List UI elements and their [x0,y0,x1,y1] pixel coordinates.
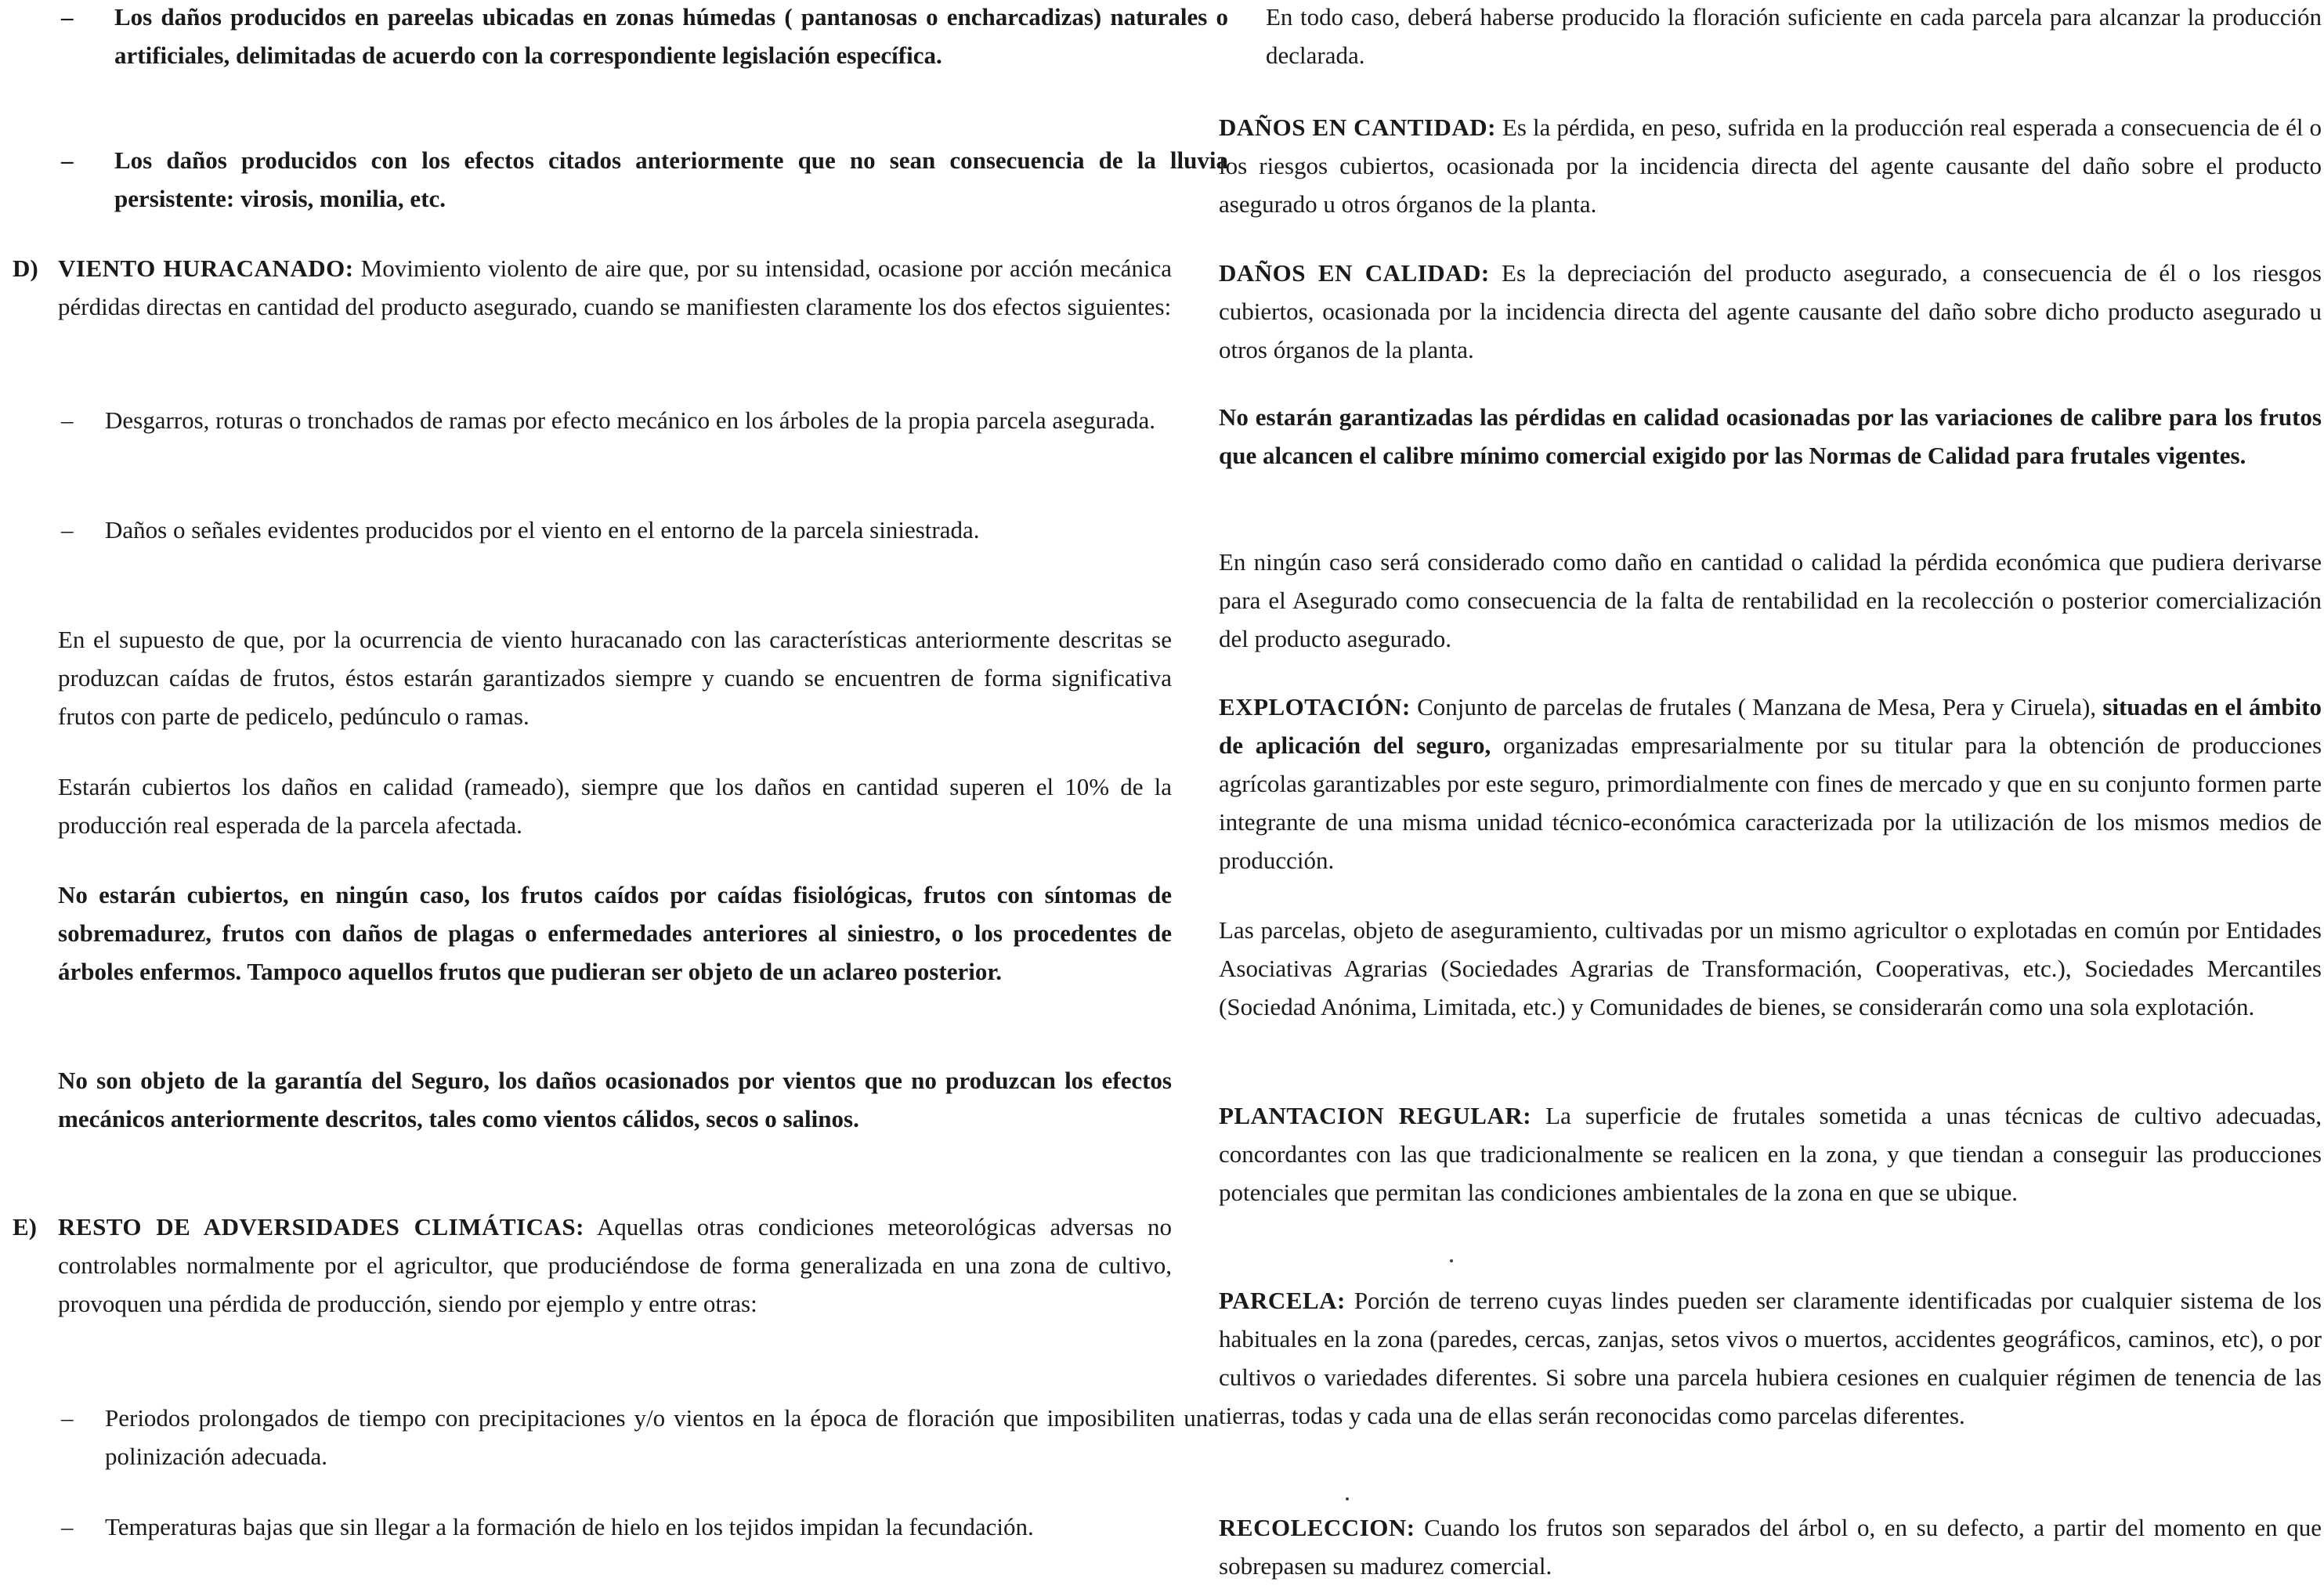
section-d-viento-huracanado [13,249,1172,326]
dash-periodos-prolongados: – Periodos prolongados de tiempo con precipitaciones y/o vientos en la época de floración que imposibiliten una polinización adecuada. [13,1399,1219,1475]
definition-parcela [1219,1281,2322,1435]
bullet-humid-plots: – Los daños producidos en pareelas ubicadas en zonas húmedas ( pantanosas o encharcadizas) naturales o artificiales, delimitadas de acuerdo con la correspondiente legislación específica. [13,0,1228,74]
definition-explotacion [1219,688,2322,879]
paragraph-ningun-caso: En ningún caso será considerado como daño en cantidad o calidad la pérdida económica que pudiera derivarse para el Asegurado como consecuencia de la falta de rentabilidad en la recolección o posterior comercialización del producto asegurado. [1219,548,2322,652]
explotacion-text-1: Conjunto de parcelas de frutales ( Manzana de Mesa, Pera y Ciruela), [1417,693,2097,720]
paragraph-parcelas-comun: Las parcelas, objeto de aseguramiento, cultivadas por un mismo agricultor o explotadas en común por Entidades Asociativas Agrarias (Sociedades Agrarias de Transformación, Cooperativas, etc.), Sociedades Mercantiles (Sociedad Anónima, Limitada, etc.) y Comunidades de bienes, se considerarán como una sola explotación. [1219,916,2322,1020]
parcela-term: PARCELA: [1219,1287,1346,1314]
scan-speck [1450,1259,1453,1262]
definition-danos-calidad [1219,254,2322,369]
section-e-term: RESTO DE ADVERSIDADES CLIMÁTICAS: [58,1213,584,1241]
section-e-resto-adversidades [13,1208,1172,1323]
paragraph-no-garantia-vientos: No son objeto de la garantía del Seguro, los daños ocasionados por vientos que no produzcan los efectos mecánicos anteriormente descritos, tales como vientos cálidos, secos o salinos. [58,1067,1172,1132]
parcela-text: Porción de terreno cuyas lindes pueden ser claramente identificadas por cualquier sistema de los habituales en la zona (paredes, cercas, zanjas, setos vivos o muertos, accidentes geográficos, caminos, etc), o por cultivos o variedades diferentes. Si sobre una parcela hubiera cesiones en cualquier régimen de tenencia de las tierras, todas y cada una de ellas serán reconocidas como parcelas diferentes. [1219,1287,2322,1429]
definition-plantacion-regular [1219,1096,2322,1212]
section-d-term: VIENTO HURACANADO: [58,255,354,282]
paragraph-no-garantizadas-calibre: No estarán garantizadas las pérdidas en calidad ocasionadas por las variaciones de calibre para los frutos que alcancen el calibre mínimo comercial exigido por las Normas de Calidad para frutales vigentes. [1219,403,2322,469]
recoleccion-term: RECOLECCION: [1219,1514,1415,1541]
paragraph-caida-frutos: En el supuesto de que, por la ocurrencia de viento huracanado con las características anteriormente descritas se produzcan caídas de frutos, éstos estarán garantizados siempre y cuando se encuentren de forma significativa frutos con parte de pedicelo, pedúnculo o ramas. [58,626,1172,730]
paragraph-no-cubiertos: No estarán cubiertos, en ningún caso, los frutos caídos por caídas fisiológicas, frutos con síntomas de sobremadurez, frutos con daños de plagas o enfermedades anteriores al siniestro, o los procedentes de árboles enfermos. Tampoco aquellos frutos que pudieran ser objeto de un aclareo posterior. [58,881,1172,985]
dash-desgarros: – Desgarros, roturas o tronchados de ramas por efecto mecánico en los árboles de la propia parcela asegurada. [13,401,1219,439]
scan-speck [1346,1497,1349,1501]
explotacion-text-2: organizadas empresarialmente por su titular para la obtención de producciones agrícolas garantizables por este seguro, primordialmente con fines de mercado y que en su conjunto formen parte integrante de una misma unidad técnico-económica caracterizada por la utilización de los mismos medios de producción. [1219,731,2322,874]
paragraph-floracion: En todo caso, deberá haberse producido la floración suficiente en cada parcela para alcanzar la producción declarada. [1266,3,2322,69]
paragraph-rameado: Estarán cubiertos los daños en calidad (rameado), siempre que los daños en cantidad superen el 10% de la producción real esperada de la parcela afectada. [58,773,1172,839]
recoleccion-text: Cuando los frutos son separados del árbol o, en su defecto, a partir del momento en que sobrepasen su madurez comercial. [1219,1514,2322,1580]
plantacion-term: PLANTACION REGULAR: [1219,1102,1532,1129]
definition-recoleccion [1219,1508,2322,1585]
section-e-text: Aquellas otras condiciones meteorológicas adversas no controlables normalmente por el agricultor, que produciéndose de forma generalizada en una zona de cultivo, provoquen una pérdida de producción, siendo por ejemplo y entre otras: [58,1213,1172,1317]
bullet-non-rain-damage: – Los daños producidos con los efectos citados anteriormente que no sean consecuencia de la lluvia persistente: virosis, monilia, etc. [13,141,1228,218]
danos-calidad-term: DAÑOS EN CALIDAD: [1219,259,1490,287]
section-d-label: D) [13,255,38,282]
section-d-text: Movimiento violento de aire que, por su intensidad, ocasione por acción mecánica pérdidas directas en cantidad del producto asegurado, cuando se manifiesten claramente los dos efectos siguientes: [58,255,1172,320]
danos-calidad-text: Es la depreciación del producto asegurado, a consecuencia de él o los riesgos cubiertos, ocasionada por la incidencia directa del agente causante del daño sobre dicho producto asegurado u otros órganos de la planta. [1219,259,2322,363]
plantacion-text: La superficie de frutales sometida a unas técnicas de cultivo adecuadas, concordantes con las que tradicionalmente se realicen en la zona, y que tiendan a conseguir las producciones potenciales que permitan las condiciones ambientales de la zona en que se ubique. [1219,1102,2322,1206]
explotacion-term: EXPLOTACIÓN: [1219,693,1411,720]
definition-danos-cantidad [1219,108,2322,223]
danos-cantidad-text: Es la pérdida, en peso, sufrida en la producción real esperada a consecuencia de él o los riesgos cubiertos, ocasionada por la incidencia directa del agente causante del daño sobre el producto asegurado u otros órganos de la planta. [1219,114,2322,218]
explotacion-bold-text: situadas en el ámbito de aplicación del seguro, [1219,693,2322,759]
dash-temperaturas-bajas: – Temperaturas bajas que sin llegar a la formación de hielo en los tejidos impidan la fecundación. [13,1508,1219,1546]
section-e-label: E) [13,1213,37,1241]
dash-danos-senales: – Daños o señales evidentes producidos por el viento en el entorno de la parcela siniestrada. [13,511,1219,549]
danos-cantidad-term: DAÑOS EN CANTIDAD: [1219,114,1496,141]
